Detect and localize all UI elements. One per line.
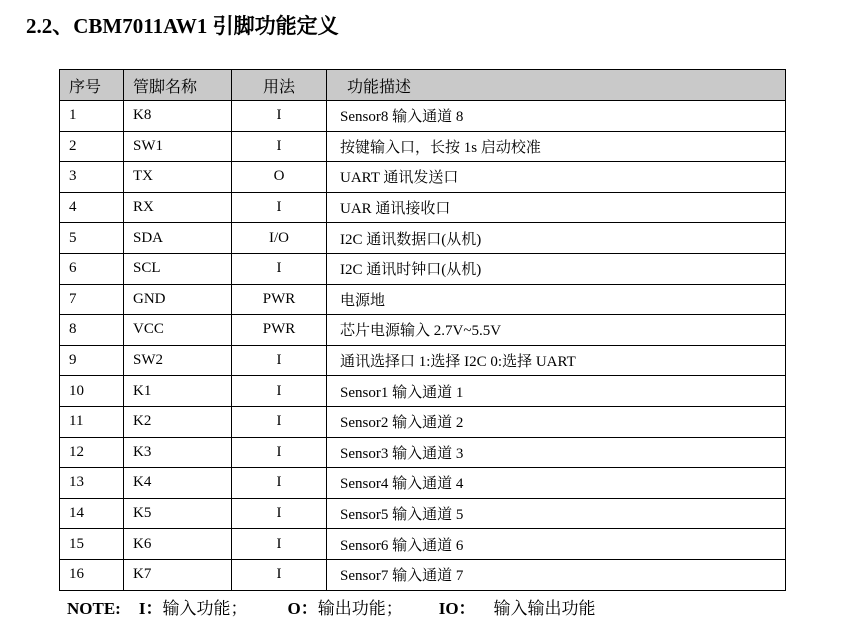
- cell-usage: I: [232, 376, 327, 407]
- cell-pin-name: K1: [124, 376, 232, 407]
- header-description: 功能描述: [327, 70, 786, 101]
- cell-pin-name: SW2: [124, 345, 232, 376]
- cell-description: Sensor5 输入通道 5: [327, 498, 786, 529]
- header-no: 序号: [60, 70, 124, 101]
- table-row: [60, 437, 786, 468]
- cell-usage: O: [232, 162, 327, 193]
- cell-description: 通讯选择口 1:选择 I2C 0:选择 UART: [327, 345, 786, 376]
- cell-no: 16: [60, 559, 124, 590]
- cell-pin-name: GND: [124, 284, 232, 315]
- cell-pin-name: RX: [124, 192, 232, 223]
- cell-description: Sensor8 输入通道 8: [327, 101, 786, 132]
- cell-no: 12: [60, 437, 124, 468]
- cell-usage: I: [232, 131, 327, 162]
- cell-usage: I: [232, 192, 327, 223]
- cell-description: 电源地: [327, 284, 786, 315]
- cell-usage: I: [232, 529, 327, 560]
- cell-pin-name: TX: [124, 162, 232, 193]
- table-row: [60, 406, 786, 437]
- header-pin-name: 管脚名称: [124, 70, 232, 101]
- cell-pin-name: K4: [124, 468, 232, 499]
- cell-usage: I: [232, 559, 327, 590]
- cell-usage: I/O: [232, 223, 327, 254]
- table-row: [60, 345, 786, 376]
- cell-no: 7: [60, 284, 124, 315]
- cell-description: Sensor1 输入通道 1: [327, 376, 786, 407]
- cell-no: 10: [60, 376, 124, 407]
- cell-no: 4: [60, 192, 124, 223]
- table-row: [60, 498, 786, 529]
- cell-usage: I: [232, 345, 327, 376]
- cell-description: Sensor4 输入通道 4: [327, 468, 786, 499]
- cell-no: 5: [60, 223, 124, 254]
- cell-no: 2: [60, 131, 124, 162]
- note-line: [67, 594, 596, 619]
- table-row: [60, 468, 786, 499]
- table-row: [60, 529, 786, 560]
- table-row: [60, 223, 786, 254]
- cell-description: Sensor2 输入通道 2: [327, 406, 786, 437]
- table-header-row: [60, 70, 786, 101]
- cell-usage: I: [232, 437, 327, 468]
- cell-description: 按键输入口，长按 1s 启动校准: [327, 131, 786, 162]
- cell-pin-name: K3: [124, 437, 232, 468]
- table-row: [60, 559, 786, 590]
- cell-usage: I: [232, 498, 327, 529]
- note-key-io: IO：: [438, 599, 476, 618]
- cell-description: UAR 通讯接收口: [327, 192, 786, 223]
- table-row: [60, 315, 786, 346]
- cell-usage: I: [232, 406, 327, 437]
- cell-no: 8: [60, 315, 124, 346]
- header-usage: 用法: [232, 70, 327, 101]
- cell-pin-name: SDA: [124, 223, 232, 254]
- table-row: [60, 162, 786, 193]
- note-key-output: O：: [287, 599, 318, 618]
- pin-definition-table: [59, 69, 786, 591]
- cell-usage: I: [232, 468, 327, 499]
- table-row: [60, 101, 786, 132]
- note-text-input: 输入功能；: [162, 599, 248, 618]
- table-body: [60, 101, 786, 591]
- cell-pin-name: SW1: [124, 131, 232, 162]
- cell-pin-name: K7: [124, 559, 232, 590]
- cell-description: Sensor7 输入通道 7: [327, 559, 786, 590]
- table-row: [60, 131, 786, 162]
- note-key-input: I：: [138, 599, 163, 618]
- table-row: [60, 192, 786, 223]
- cell-no: 1: [60, 101, 124, 132]
- cell-no: 15: [60, 529, 124, 560]
- cell-description: Sensor6 输入通道 6: [327, 529, 786, 560]
- cell-no: 11: [60, 406, 124, 437]
- cell-pin-name: K6: [124, 529, 232, 560]
- table-row: [60, 253, 786, 284]
- cell-description: I2C 通讯数据口(从机): [327, 223, 786, 254]
- cell-description: I2C 通讯时钟口(从机): [327, 253, 786, 284]
- cell-usage: I: [232, 253, 327, 284]
- cell-description: UART 通讯发送口: [327, 162, 786, 193]
- cell-pin-name: K8: [124, 101, 232, 132]
- cell-no: 6: [60, 253, 124, 284]
- cell-usage: PWR: [232, 315, 327, 346]
- cell-description: 芯片电源输入 2.7V~5.5V: [327, 315, 786, 346]
- cell-no: 14: [60, 498, 124, 529]
- cell-pin-name: VCC: [124, 315, 232, 346]
- note-label: NOTE:: [67, 599, 121, 618]
- cell-no: 13: [60, 468, 124, 499]
- table-row: [60, 284, 786, 315]
- note-text-io: 输入输出功能: [493, 599, 596, 618]
- cell-pin-name: K2: [124, 406, 232, 437]
- cell-pin-name: SCL: [124, 253, 232, 284]
- cell-no: 9: [60, 345, 124, 376]
- cell-no: 3: [60, 162, 124, 193]
- note-text-output: 输出功能；: [317, 599, 403, 618]
- table-row: [60, 376, 786, 407]
- cell-usage: I: [232, 101, 327, 132]
- cell-description: Sensor3 输入通道 3: [327, 437, 786, 468]
- cell-pin-name: K5: [124, 498, 232, 529]
- section-title: 2.2、CBM7011AW1 引脚功能定义: [26, 14, 339, 38]
- cell-usage: PWR: [232, 284, 327, 315]
